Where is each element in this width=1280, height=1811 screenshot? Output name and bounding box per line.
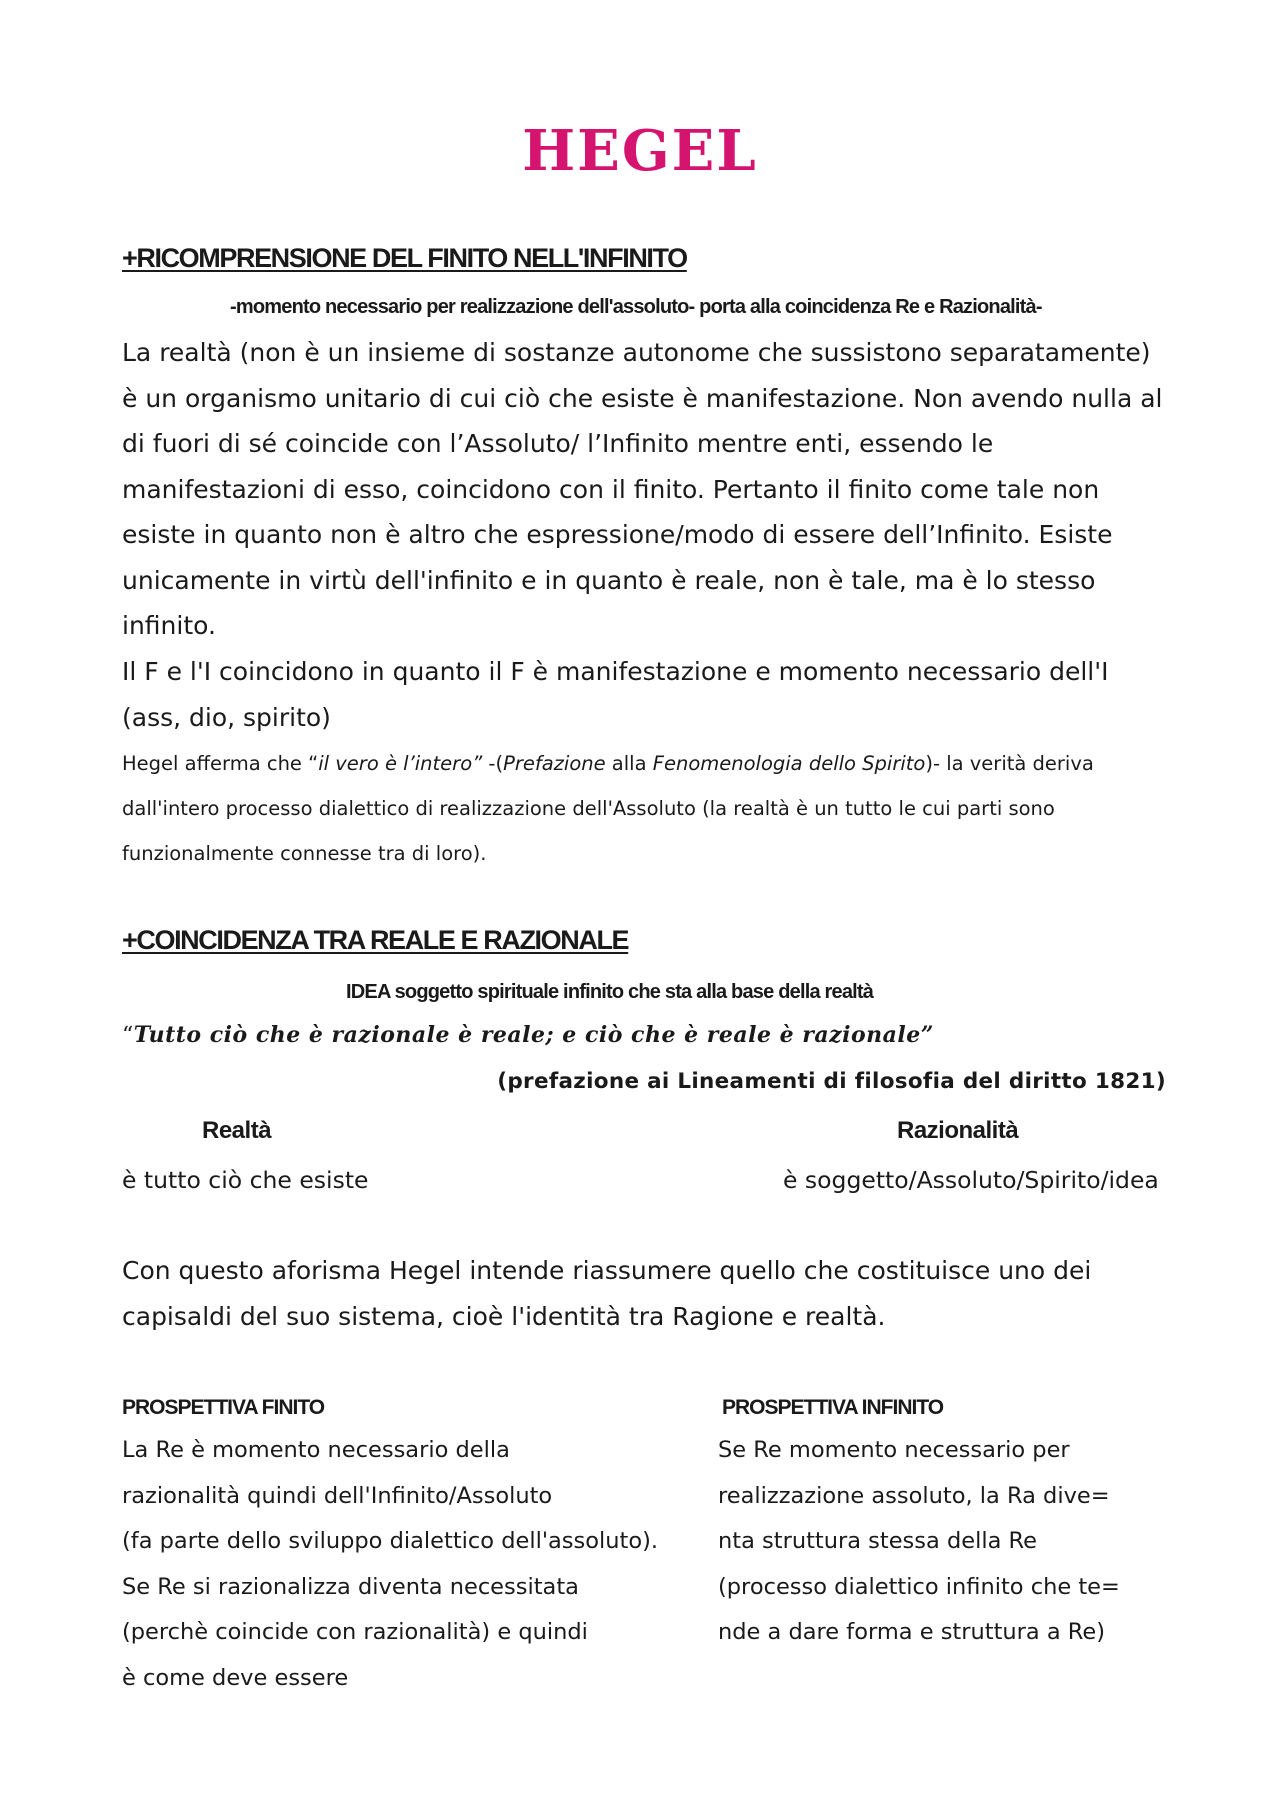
- finito-line: Se Re si razionalizza diventa necessitata: [122, 1573, 579, 1600]
- quote-open-mark: “: [122, 1023, 134, 1048]
- para3-italic-fenomenologia: Fenomenologia dello Spirito: [652, 752, 926, 775]
- section-heading-coincidenza: +COINCIDENZA TRA REALE E RAZIONALE: [122, 925, 629, 955]
- infinito-line: nde a dare forma e struttura a Re): [718, 1619, 1106, 1645]
- column-head-realta: Realtà: [202, 1117, 272, 1144]
- paragraph-vero-intero: [122, 741, 1182, 876]
- section-heading-ricomprensione: +RICOMPRENSIONE DEL FINITO NELL'INFINITO: [122, 243, 687, 273]
- paragraph-realta: La realtà (non è un insieme di sostanze autonome che sussistono separatamente) è un organismo unitario di cui ciò che esiste è manifestazione. Non avendo nulla al di fuori di sé coincide con l’Assoluto/ l’Infinito mentre enti, essendo le manifestazioni di esso, coincidono con il finito. Pertanto il finito come tale non esiste in quanto non è altro che espressione/modo di essere dell’Infinito. Esiste unicamente in virtù dell'infinito e in quanto è reale, non è tale, ma è lo stesso infinito.: [122, 338, 1163, 640]
- page-title: HEGEL: [522, 118, 758, 184]
- para3-text-3: -(: [482, 752, 504, 775]
- column-head-razionalita: Razionalità: [897, 1117, 1019, 1144]
- perspective-head-infinito: PROSPETTIVA INFINITO: [722, 1396, 944, 1419]
- finito-line: (fa parte dello sviluppo dialettico dell'assoluto).: [122, 1528, 659, 1554]
- infinito-line: Se Re momento necessario per: [718, 1437, 1070, 1463]
- paragraph-finito-infinito: Il F e l'I coincidono in quanto il F è manifestazione e momento necessario dell'I (ass, dio, spirito): [122, 657, 1109, 732]
- quote-text: Tutto ciò che è razionale è reale; e ciò che è reale è razionale”: [133, 1022, 934, 1048]
- para3-text-5: alla: [605, 752, 653, 775]
- para3-text-7: )- la verità deriva dall'intero processo dialettico di realizzazione dell'Assoluto (la realtà è un tutto le cui parti sono funzionalmente connesse tra di loro).: [122, 752, 1094, 865]
- infinito-line: realizzazione assoluto, la Ra dive=: [718, 1482, 1110, 1509]
- infinito-line: nta struttura stessa della Re: [718, 1528, 1037, 1554]
- finito-line: (perchè coincide con razionalità) e quindi: [122, 1619, 588, 1645]
- para3-italic-quote: il vero è l’intero”: [318, 752, 483, 775]
- perspective-finito-text: [122, 1428, 658, 1701]
- hegel-quote: [122, 1022, 934, 1048]
- perspective-head-finito: PROSPETTIVA FINITO: [122, 1396, 325, 1419]
- paragraph-aforisma: Con questo aforisma Hegel intende riassumere quello che costituisce uno dei capisaldi del suo sistema, cioè l'identità tra Ragione e realtà.: [122, 1256, 1092, 1331]
- quote-citation: (prefazione ai Lineamenti di filosofia del diritto 1821): [497, 1069, 1166, 1094]
- perspective-infinito-text: [718, 1428, 1120, 1656]
- column-value-razionalita: è soggetto/Assoluto/Spirito/idea: [783, 1166, 1159, 1194]
- finito-line: La Re è momento necessario della: [122, 1437, 510, 1463]
- finito-line: razionalità quindi dell'Infinito/Assoluto: [122, 1482, 553, 1509]
- infinito-line: (processo dialettico infinito che te=: [718, 1573, 1120, 1600]
- section-subline-idea: IDEA soggetto spirituale infinito che sta alla base della realtà: [346, 981, 874, 1003]
- column-value-realta: è tutto ciò che esiste: [122, 1166, 369, 1194]
- para3-text-1: Hegel afferma che “: [122, 752, 319, 775]
- finito-line: è come deve essere: [122, 1664, 349, 1691]
- para3-italic-prefazione: Prefazione: [503, 752, 606, 775]
- section-subline-ricomprensione: -momento necessario per realizzazione dell'assoluto- porta alla coincidenza Re e Razionalità-: [230, 296, 1042, 318]
